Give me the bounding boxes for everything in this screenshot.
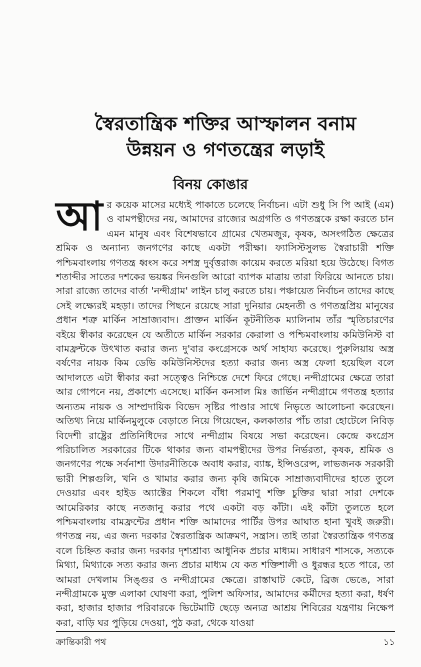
page-number: ১১ [383, 638, 395, 648]
page-footer [56, 631, 395, 650]
body-text: র কয়েক মাসের মধ্যেই পাকাতে চলেছে নির্বাচন। এটা শুধু সি পি আই (এম) ও বামপন্থীদের নয়, আমাদের রাজ্যের অগ্রগতি ও গণতন্ত্রকে রক্ষা করতে চান এমন মানুষ এবং বিশেষভাবে গ্রামের খেতমজুর, কৃষক, অসংগঠিত ক্ষেত্রের শ্রমিক ও অন্যান্য জনগণের কাছে একটা পরীক্ষা। ফ্যাসিস্টসুলভ স্বৈরাচারী শক্তি পশ্চিমবাংলায় গণতন্ত্র ধ্বংস করে সশস্ত্র দুর্বৃত্তরাজ কায়েম করতে মরিয়া হয়ে উঠেছে। বিগত শতাব্দীর সাতের দশকের ভয়ঙ্কর দিনগুলি আরো ব্যাপক মাত্রায় তারা ফিরিয়ে আনতে চায়। সারা রাজ্যে তাদের বার্তা 'নন্দীগ্রাম' লাইন চালু করতে চায়। পঞ্চায়েত নির্বাচন তাদের কাছে সেই লক্ষ্যেরই মহড়া। তাদের পিছনে রয়েছে সারা দুনিয়ার মেহনতী ও গণতন্ত্রপ্রিয় মানুষের প্রধান শত্রু মার্কিন সাম্রাজ্যবাদ। প্রাক্তন মার্কিন কূটনীতিক ম্যালিনাম তাঁর স্মৃতিচারণের বইয়ে স্বীকার করেছেন যে অতীতে মার্কিন সরকার কেরালা ও পশ্চিমবাংলায় কমিউনিস্ট বা বামফ্রন্টকে উৎখাত করার জন্য দু'বার কংগ্রেসকে অর্থ সাহায্য করেছে। পুরুলিয়ায় অস্ত্র বর্ষণের নায়ক কিম ডেভি কমিউনিস্টদের হত্যা করার জন্য অস্ত্র ফেলা হয়েছিল বলে আদালতে এটা স্বীকার করা সত্ত্বেও নিশ্চিন্তে দেশে ফিরে গেছে। নন্দীগ্রামের ক্ষেত্রে তারা আর গোপনে নয়, প্রকাশ্যে এসেছে। মার্কিন কনসাল মিঃ জার্ভিন নন্দীগ্রামে গণতন্ত্র হত্যার অন্যতম নায়ক ও সাম্প্রদায়িক বিভেদ সৃষ্টির পাণ্ডার সাথে নিভৃতে আলোচনা করেছেন। অতিথ্য নিয়ে মার্কিনমুলুকে বেড়াতে নিয়ে গিয়েছেন, কলকাতার পাঁচ তারা হোটেলে নিবিড় বিদেশী রাষ্ট্রের প্রতিনিধিদের সাথে নন্দীগ্রাম বিষয়ে সভা করেছেন। কেন্দ্রে কংগ্রেস পরিচালিত সরকারের টিকে থাকার জন্য বামপন্থীদের উপর নির্ভরতা, কৃষক, শ্রমিক ও জনগণের পক্ষে সর্বনাশা উদারনীতিকে অবাধ করার, ব্যাঙ্ক, ইন্সিওরেন্স, লাভজনক সরকারী ভারী শিল্পগুলি, খনি ও খামার করার জন্য কৃষি জমিকে সাম্রাজ্যবাদীদের হাতে তুলে দেওয়ার এবং হাইড অ্যাক্টের শিকলে বাঁধা পরমাণু শক্তি চুক্তির দ্বারা সারা দেশকে আমেরিকার কাছে নতজানু করার পথে একটা বড় কাঁটা। এই কাঁটা তুলতে হলে পশ্চিমবাংলায় বামফ্রন্টের প্রধান শক্তি আমাদের পার্টির উপর আঘাত হানা খুবই জরুরী। গণতন্ত্র নয়, এর জন্য দরকার স্বৈরতান্ত্রিক আক্রমণ, সন্ত্রাস। তাই তারা স্বৈরতান্ত্রিক গণতন্ত্র বলে চিহ্নিত করার জন্য দরকার দৃশ্যশ্রাব্য আধুনিক প্রচার মাধ্যম। সাধারণ শাসকে, সত্যকে মিথ্যা, মিথ্যাকে সত্য করার জন্য প্রচার মাধ্যম যে কত শক্তিশালী ও ধুরন্ধর হতে পারে, তা আমরা দেখলাম সিঙ্গুর ও নন্দীগ্রামের ক্ষেত্রে। রাস্তাঘাট কেটে, ব্রিজ ভেঙে, সারা নন্দীগ্রামকে মুক্ত এলাকা ঘোষণা করা, পুলিশ অফিসার, আমাদের কর্মীদের হত্যা করা, ধর্ষণ করা, হাজার হাজার পরিবারকে ভিটেমাটি ছেড়ে অন্যত্র আশ্রয় শিবিরের যন্ত্রণায় নিক্ষেপ করা, বাড়ি ঘর পুড়িয়ে দেওয়া, পুঠ করা, থেকে যাওয়া [56, 200, 394, 629]
drop-cap: আ [56, 194, 103, 240]
title-line-2: উন্নয়ন ও গণতন্ত্রের লড়াই [126, 139, 325, 161]
publication-name: ক্রান্তিকারী পথ [56, 638, 107, 648]
article-body [56, 194, 394, 631]
article-title [60, 111, 391, 163]
author-name: বিনয় কোঙার [173, 177, 248, 193]
title-line-1: স্বৈরতান্ত্রিক শক্তির আস্ফালন বনাম [94, 113, 357, 135]
